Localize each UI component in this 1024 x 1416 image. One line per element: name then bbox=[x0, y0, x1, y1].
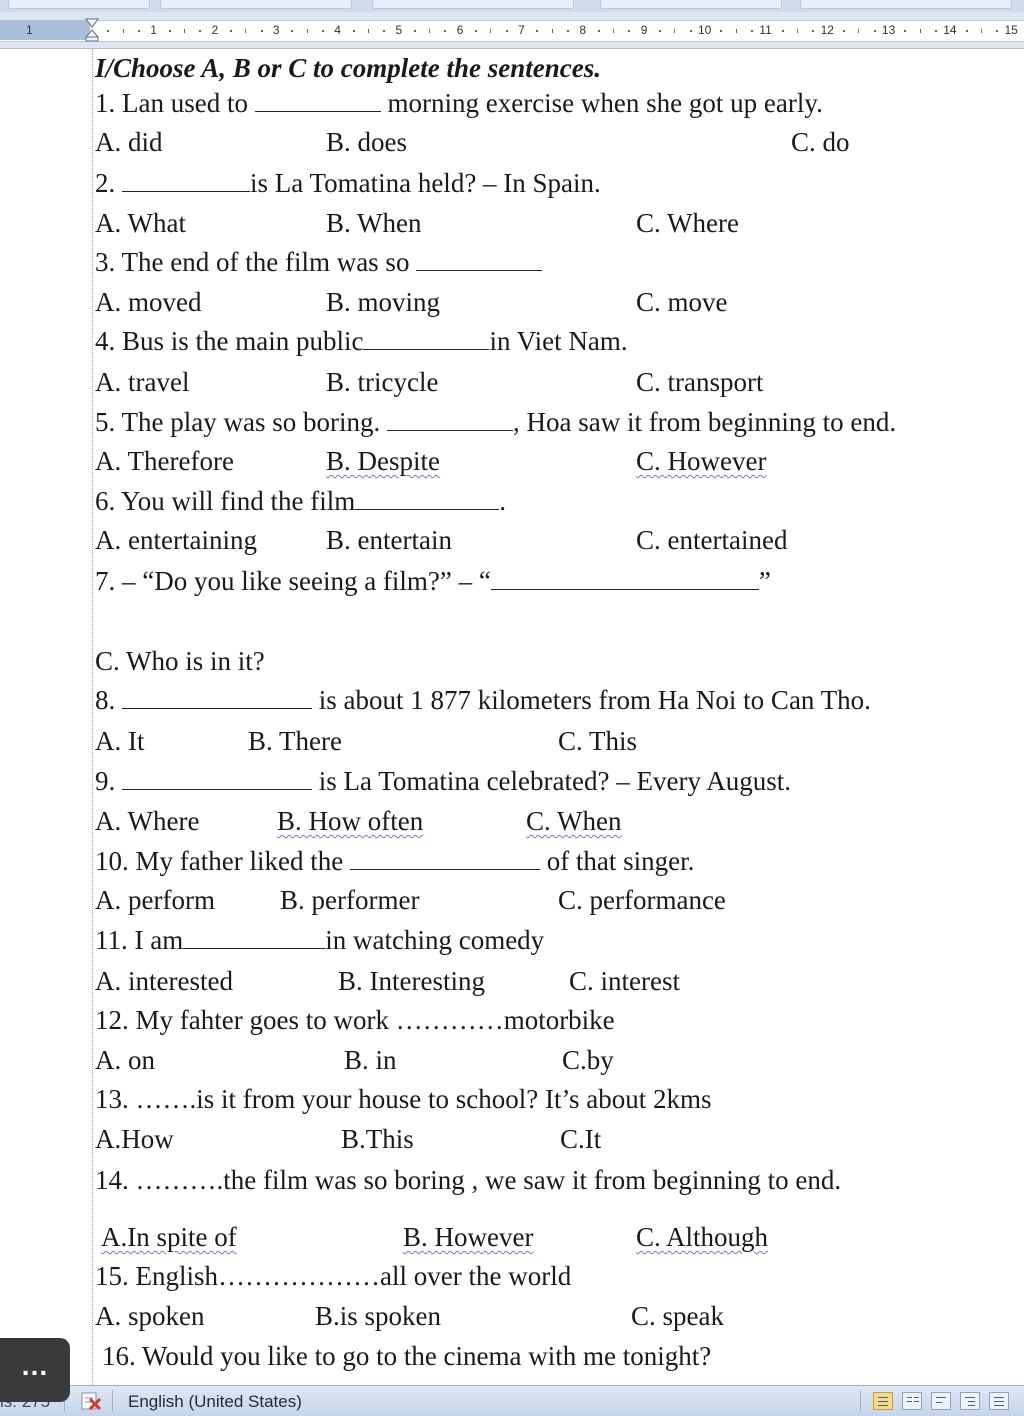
question-2 bbox=[95, 167, 601, 199]
ruler-tick bbox=[444, 30, 446, 32]
ruler-number: 13 bbox=[881, 23, 896, 37]
option-c: C. performance bbox=[558, 885, 726, 915]
ruler-number: 4 bbox=[334, 23, 341, 37]
horizontal-ruler[interactable] bbox=[0, 12, 1024, 49]
question-9 bbox=[95, 765, 791, 797]
option-a: A.How bbox=[95, 1124, 174, 1154]
option-a: A. moved bbox=[95, 287, 202, 317]
answer-blank bbox=[350, 847, 540, 870]
option-a: A. It bbox=[95, 726, 145, 756]
ribbon-group bbox=[8, 0, 150, 9]
question-15: 15. English………………all over the world bbox=[95, 1261, 572, 1291]
ruler-number: 14 bbox=[943, 23, 957, 37]
option-b: B. Despite bbox=[326, 446, 440, 476]
option-b: B. However bbox=[403, 1222, 534, 1252]
option-a: A. spoken bbox=[95, 1301, 205, 1331]
question-text: 4. Bus is the main public bbox=[95, 326, 364, 356]
ruler-number: 3 bbox=[272, 23, 280, 37]
option-b: B. tricycle bbox=[326, 367, 439, 397]
option-c: C.It bbox=[560, 1124, 602, 1154]
question-14: 14. ……….the film was so boring , we saw it from beginning to end. bbox=[95, 1165, 842, 1195]
ruler-tick bbox=[812, 30, 814, 32]
ruler-tick bbox=[552, 29, 553, 33]
question-text: , Hoa saw it from beginning to end. bbox=[512, 407, 897, 437]
ruler-tick bbox=[613, 29, 614, 33]
option-c: C. entertained bbox=[636, 525, 788, 555]
ruler-tick bbox=[674, 29, 675, 33]
full-screen-reading-view-button[interactable] bbox=[902, 1392, 922, 1410]
question-16: 16. Would you like to go to the cinema with me tonight? bbox=[102, 1341, 712, 1371]
ruler-tick bbox=[843, 30, 845, 32]
option-b: B. does bbox=[326, 127, 407, 157]
ruler-tick bbox=[169, 30, 171, 32]
question-text: 8. bbox=[95, 685, 122, 715]
option-a: A. Therefore bbox=[95, 446, 234, 476]
question-text: is La Tomatina held? – In Spain. bbox=[250, 168, 601, 198]
option-c: C.by bbox=[562, 1045, 614, 1075]
answer-blank bbox=[387, 408, 513, 431]
option-a: A. on bbox=[95, 1045, 155, 1075]
answer-blank bbox=[355, 487, 499, 510]
ruler-tick bbox=[935, 30, 937, 32]
ruler-number: 9 bbox=[640, 23, 648, 37]
question-text: in Viet Nam. bbox=[489, 326, 628, 356]
ruler-tick bbox=[261, 30, 263, 32]
question-text: 2. bbox=[95, 168, 122, 198]
option-c: C. Where bbox=[636, 208, 739, 238]
option-a: A.In spite of bbox=[101, 1222, 237, 1252]
exercise-heading: I/Choose A, B or C to complete the sentences. bbox=[95, 53, 601, 83]
ruler-tick bbox=[904, 30, 906, 32]
ruler-tick bbox=[751, 30, 753, 32]
ruler-tick bbox=[966, 30, 968, 32]
question-text: 5. The play was so boring. bbox=[95, 407, 387, 437]
question-text: 9. bbox=[95, 766, 122, 796]
ruler-tick bbox=[659, 30, 661, 32]
ribbon-group bbox=[600, 0, 782, 9]
question-text: 10. My father liked the bbox=[95, 846, 350, 876]
ruler-tick bbox=[797, 29, 798, 33]
question-text: of that singer. bbox=[539, 846, 695, 876]
question-12: 12. My fahter goes to work …………motorbike bbox=[95, 1005, 615, 1035]
outline-view-button[interactable] bbox=[960, 1392, 980, 1410]
ruler-tick bbox=[874, 30, 876, 32]
ruler-tick bbox=[199, 30, 201, 32]
ruler-number: 7 bbox=[518, 23, 525, 37]
ruler-tick bbox=[230, 30, 232, 32]
option-b: B. entertain bbox=[326, 525, 452, 555]
question-text: 1. Lan used to bbox=[95, 88, 255, 118]
option-a: A. did bbox=[95, 127, 163, 157]
ruler-number: 12 bbox=[820, 23, 834, 37]
option-b: B. There bbox=[248, 726, 342, 756]
ruler-tick bbox=[107, 30, 109, 32]
option-b: B. performer bbox=[280, 885, 420, 915]
ribbon-group bbox=[160, 0, 352, 9]
question-text: is about 1 877 kilometers from Ha Noi to Can Tho. bbox=[312, 685, 871, 715]
ruler-tick bbox=[782, 30, 784, 32]
ruler-tick bbox=[598, 30, 600, 32]
ruler-tick bbox=[475, 30, 477, 32]
ruler-tick bbox=[858, 29, 859, 33]
ruler-tick bbox=[291, 30, 293, 32]
option-b: B.This bbox=[341, 1124, 414, 1154]
question-text: 3. The end of the film was so bbox=[95, 247, 417, 277]
ruler-number: 5 bbox=[395, 23, 403, 37]
question-10 bbox=[95, 845, 694, 877]
print-layout-view-button[interactable] bbox=[873, 1392, 893, 1410]
option-a: A. Where bbox=[95, 806, 200, 836]
ruler-tick bbox=[536, 30, 538, 32]
option-c: C. do bbox=[791, 127, 850, 157]
ruler-tick bbox=[184, 29, 185, 33]
ruler-number: 15 bbox=[1004, 23, 1018, 37]
question-5 bbox=[95, 406, 896, 438]
options-7-c bbox=[95, 645, 265, 677]
spelling-check-icon[interactable] bbox=[78, 1390, 104, 1412]
ruler-tick bbox=[138, 30, 140, 32]
question-8 bbox=[95, 684, 871, 716]
option-c: C. interest bbox=[569, 966, 680, 996]
option-c: C. This bbox=[558, 726, 638, 756]
answer-blank bbox=[122, 686, 312, 709]
question-text: 6. You will find the film bbox=[95, 486, 356, 516]
more-options-button[interactable]: … bbox=[0, 1338, 70, 1402]
ruler-tick bbox=[245, 29, 246, 33]
status-separator bbox=[860, 1390, 861, 1412]
option-b: B. moving bbox=[326, 287, 441, 317]
ruler-number: 1 bbox=[26, 23, 33, 37]
ruler-tick bbox=[307, 29, 308, 33]
question-text: . bbox=[499, 486, 507, 516]
question-11 bbox=[95, 924, 544, 956]
ruler-number: 6 bbox=[456, 23, 464, 37]
ruler-number: 10 bbox=[698, 23, 712, 37]
ruler-left-margin bbox=[0, 20, 90, 40]
option-c: C. move bbox=[636, 287, 728, 317]
status-bar bbox=[0, 1385, 1024, 1416]
answer-blank bbox=[363, 327, 489, 350]
text-boundary-line bbox=[92, 49, 93, 1385]
option-b: B.is spoken bbox=[315, 1301, 442, 1331]
question-13: 13. …….is it from your house to school? It’s about 2kms bbox=[95, 1084, 712, 1114]
option-c: C. Who is in it? bbox=[95, 646, 265, 676]
question-text: morning exercise when she got up early. bbox=[380, 88, 823, 118]
web-layout-view-button[interactable] bbox=[931, 1392, 951, 1410]
ruler-tick bbox=[981, 29, 982, 33]
option-c: C. Although bbox=[636, 1222, 769, 1252]
question-text: 7. – “Do you like seeing a film?” – “ bbox=[95, 566, 491, 596]
option-a: A. perform bbox=[95, 885, 215, 915]
question-6 bbox=[95, 485, 506, 517]
ruler-tick bbox=[490, 29, 491, 33]
ruler-tick bbox=[920, 29, 921, 33]
ruler-tick bbox=[353, 30, 355, 32]
draft-view-button[interactable] bbox=[989, 1392, 1009, 1410]
ruler-tick bbox=[383, 30, 385, 32]
ruler-tick bbox=[123, 29, 124, 33]
ruler-tick bbox=[322, 30, 324, 32]
ruler-tick bbox=[567, 30, 569, 32]
answer-blank bbox=[122, 767, 312, 790]
answer-blank bbox=[416, 248, 542, 271]
option-c: C. transport bbox=[636, 367, 764, 397]
option-a: A. travel bbox=[95, 367, 190, 397]
option-b: B. in bbox=[344, 1045, 397, 1075]
answer-blank bbox=[183, 926, 325, 949]
ruler-tick bbox=[414, 30, 416, 32]
ruler-tick bbox=[368, 29, 369, 33]
option-a: A. entertaining bbox=[95, 525, 257, 555]
ruler-number: 1 bbox=[150, 23, 157, 37]
option-a: A. interested bbox=[95, 966, 233, 996]
question-text: is La Tomatina celebrated? – Every August. bbox=[312, 766, 791, 796]
option-c: C. When bbox=[526, 806, 622, 836]
question-4 bbox=[95, 325, 628, 357]
ruler-number: 2 bbox=[211, 23, 219, 37]
ribbon-group bbox=[800, 0, 1012, 9]
question-text: ” bbox=[758, 566, 771, 596]
ruler-number: 8 bbox=[579, 23, 587, 37]
question-text: in watching comedy bbox=[325, 925, 545, 955]
ruler-tick bbox=[429, 29, 430, 33]
option-b: B. Interesting bbox=[338, 966, 485, 996]
answer-blank bbox=[255, 89, 381, 112]
ruler-tick bbox=[690, 30, 692, 32]
question-3 bbox=[95, 246, 542, 278]
ruler-tick bbox=[628, 30, 630, 32]
question-text: 11. I am bbox=[95, 925, 184, 955]
status-separator bbox=[112, 1390, 113, 1412]
answer-blank bbox=[122, 169, 250, 192]
question-1 bbox=[95, 87, 823, 119]
indent-marker-icon[interactable] bbox=[85, 18, 99, 42]
ruler-number: 11 bbox=[759, 23, 772, 37]
option-b: B. How often bbox=[277, 806, 424, 836]
ruler-tick bbox=[506, 30, 508, 32]
option-c: C. speak bbox=[631, 1301, 724, 1331]
option-c: C. However bbox=[636, 446, 767, 476]
ruler-tick bbox=[720, 30, 722, 32]
ruler-tick bbox=[996, 30, 998, 32]
option-b: B. When bbox=[326, 208, 422, 238]
language-indicator[interactable]: English (United States) bbox=[128, 1392, 302, 1411]
option-a: A. What bbox=[95, 208, 186, 238]
question-7 bbox=[95, 565, 771, 597]
answer-blank bbox=[491, 567, 759, 590]
ruler-tick bbox=[736, 29, 737, 33]
ribbon-group bbox=[372, 0, 574, 9]
